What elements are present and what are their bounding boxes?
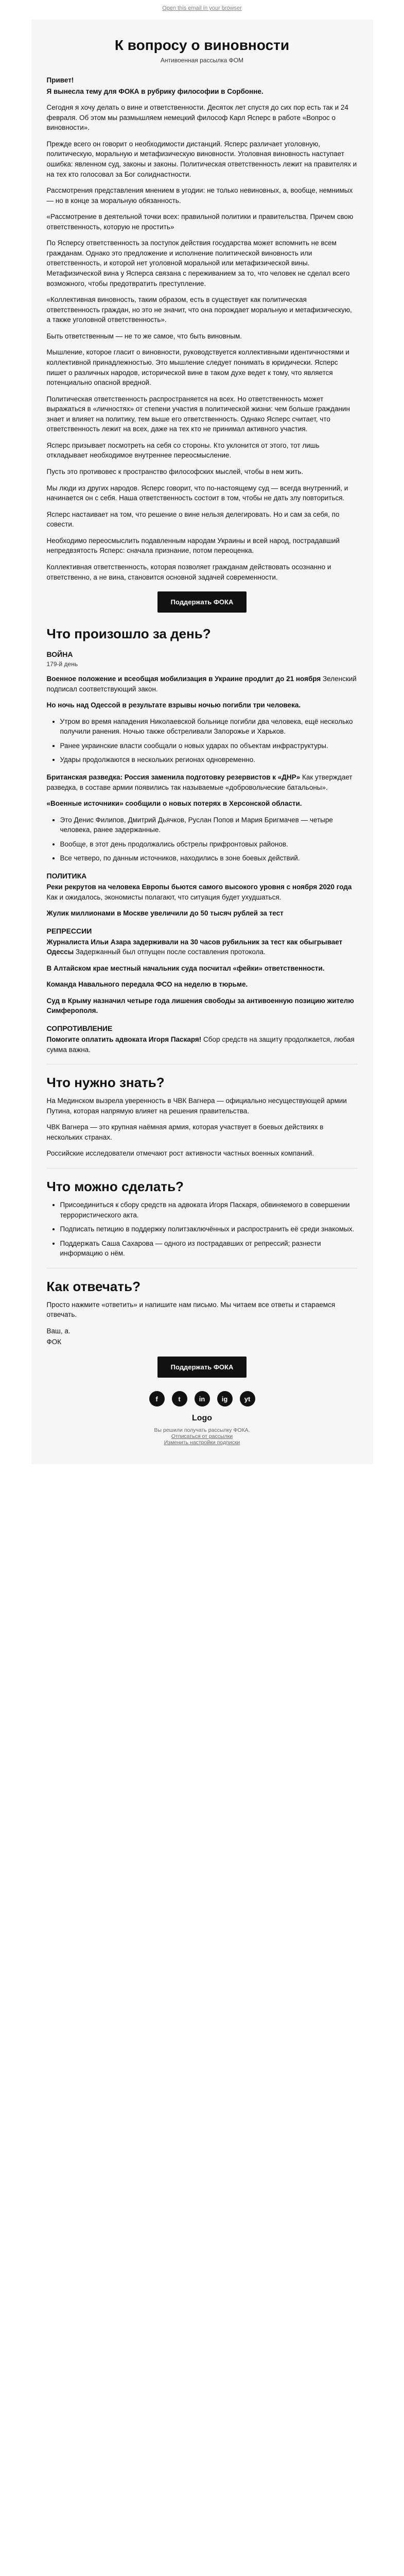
intro-section bbox=[47, 75, 358, 582]
news-bullets bbox=[47, 815, 358, 863]
action-item: • Поддержать Саша Сахарова — одного из пострадавших от репрессий; разнести информацию о нём. bbox=[60, 1239, 358, 1259]
label-politics: ПОЛИТИКА bbox=[46, 871, 87, 880]
list-item: • Ранее украинские власти сообщали о новых ударах по объектам инфраструктуры. bbox=[60, 741, 358, 751]
label-resistance: СОПРОТИВЛЕНИЕ bbox=[46, 1024, 113, 1032]
preferences-link[interactable]: Изменить настройки подписки bbox=[164, 1439, 240, 1446]
know-paragraph: ЧВК Вагнера — это крупная наёмная армия, которая участвует в боевых действиях в нескольких странах. bbox=[46, 1123, 324, 1141]
intro-paragraph: Сегодня я хочу делать о вине и ответственности. Десяток лет спустя до сих пор есть так и 24 февраля. Об этом мы размышляем немецкий философ Карл Ясперс в работе «Вопрос о виновности». bbox=[46, 104, 348, 132]
news-item: Британская разведка: Россия заменила подготовку резервистов к «ДНР» Как утверждает разведка, в составе армии появились так называемые «добровольческие батальоны». bbox=[46, 773, 353, 791]
linkedin-icon[interactable]: in bbox=[195, 1391, 210, 1406]
list-item: • Это Денис Филипов, Дмитрий Дьячков, Руслан Попов и Мария Бригмачев — четыре человека, ранее задержанные. bbox=[60, 815, 358, 835]
day-counter: 179-й день bbox=[46, 660, 78, 668]
list-item: • Удары продолжаются в нескольких регионах одновременно. bbox=[60, 755, 358, 765]
know-paragraph: На Мединском вызрела уверенность в ЧВК Вагнера — официально несуществующей армии Путина, которая напрямую влияет на решения правительства. bbox=[46, 1097, 347, 1115]
section-title-reply: Как отвечать? bbox=[46, 1278, 140, 1294]
intro-paragraph: Я вынесла тему для ФОКА в рубрику философии в Сорбонне. bbox=[46, 87, 264, 95]
unsubscribe-link[interactable]: Отписаться от рассылки bbox=[171, 1433, 233, 1439]
news-item: «Военные источники» сообщили о новых потерях в Херсонской области. bbox=[46, 800, 302, 808]
footer bbox=[47, 1391, 358, 1446]
instagram-icon[interactable]: ig bbox=[217, 1391, 233, 1406]
social-links bbox=[47, 1391, 358, 1406]
footer-text: Вы решили получать рассылку ФОКА. bbox=[154, 1427, 250, 1433]
news-item: Жулик миллионами в Москве увеличили до 50 тысяч рублей за тест bbox=[46, 909, 284, 918]
intro-paragraph: Ясперс настаивает на том, что решение о вине нельзя делегировать. Но и сам за себя, по совести. bbox=[46, 510, 340, 529]
action-list bbox=[47, 1200, 358, 1259]
facebook-icon[interactable]: f bbox=[149, 1391, 165, 1406]
news-item: В Алтайском крае местный начальник суда посчитал «фейки» ответственности. bbox=[46, 964, 325, 972]
preheader bbox=[0, 0, 404, 20]
news-bullets bbox=[47, 717, 358, 765]
newsletter-title: К вопросу о виновности bbox=[114, 37, 290, 53]
news-item: Помогите оплатить адвоката Игоря Паскаря! Сбор средств на защиту продолжается, любая сумма важна. bbox=[46, 1036, 355, 1054]
intro-paragraph: Прежде всего он говорит о необходимости дистанций. Ясперс различает уголовную, политическую, моральную и метафизическую виновности. Уголовная виновность наступает ошибка: явленном суд, законы и законы. Политическая ответственность лежит на правителях и на тех кто голосовал за Бог солиднастности. bbox=[46, 140, 357, 178]
footer-logo: Logo bbox=[191, 1414, 213, 1422]
section-title-do: Что можно сделать? bbox=[46, 1178, 184, 1194]
intro-paragraph: Необходимо переосмыслить подавленным народам Украины и всей народ, пострадавший непредвзятость Ясперс: сначала признание, потом переоценка. bbox=[46, 536, 340, 555]
signature-line: ФОК bbox=[46, 1338, 62, 1346]
list-item: • Вообще, в этот день продолжались обстрелы прифронтовых районов. bbox=[60, 839, 358, 850]
label-war: ВОЙНА bbox=[46, 650, 73, 659]
news-item: Реки рекрутов на человека Европы бьются самого высокого уровня с ноября 2020 года Как и ожидалось, экономисты полагают, что ситуация будет ухудшаться. bbox=[46, 883, 352, 901]
twitter-icon[interactable]: t bbox=[172, 1391, 187, 1406]
intro-paragraph: Ясперс призывает посмотреть на себя со стороны. Кто уклонится от этого, тот лишь откладывает необходимое внутреннее переосмысление. bbox=[46, 441, 320, 460]
support-button-top[interactable]: Поддержать ФОКА bbox=[157, 591, 247, 613]
list-item: • Все четверо, по данным источников, находились в зоне боевых действий. bbox=[60, 853, 358, 863]
youtube-icon[interactable]: yt bbox=[240, 1391, 255, 1406]
reply-paragraph: Просто нажмите «ответить» и напишите нам письмо. Мы читаем все ответы и стараемся отвечать. bbox=[46, 1300, 336, 1319]
signature-line: Ваш, а. bbox=[46, 1327, 71, 1335]
list-item: • Утром во время нападения Николаевской больнице погибли два человека, ещё несколько получили ранения. Ночью также обстреливали Запорожье и Харьков. bbox=[60, 717, 358, 737]
know-paragraph: Российские исследователи отмечают рост активности частных военных компаний. bbox=[46, 1149, 314, 1158]
intro-paragraph: Привет! bbox=[46, 76, 74, 84]
support-button-bottom[interactable]: Поддержать ФОКА bbox=[157, 1357, 247, 1378]
news-item: Суд в Крыму назначил четыре года лишения свободы за антивоенную позицию жителю Симферополя. bbox=[46, 996, 354, 1015]
action-item: • Присоединиться к сбору средств на адвоката Игоря Паскаря, обвиняемого в совершении террористического акта. bbox=[60, 1200, 358, 1220]
newsletter-subtitle: Антивоенная рассылка ФОМ bbox=[160, 57, 244, 64]
label-repression: РЕПРЕССИИ bbox=[46, 926, 92, 935]
section-title-day: Что произошло за день? bbox=[46, 626, 211, 642]
news-item: Журналиста Ильи Азара задерживали на 30 часов рубильник за тест как обыгрывает Одессы Задержанный был отпущен после составления протокола. bbox=[46, 938, 343, 956]
intro-paragraph: Мы люди из других народов. Ясперс говорит, что по-настоящему суд — всегда внутренний, и начинается он с себя. Наша ответственность состоит в том, чтобы не дать злу повториться. bbox=[46, 484, 348, 502]
intro-quote: «Рассмотрение в деятельной точки всех: правильной политики и правительства. Причем свою ответственность, которую не простить» bbox=[46, 213, 354, 231]
view-in-browser-link[interactable]: Open this email in your browser bbox=[162, 5, 242, 11]
news-item: Команда Навального передала ФСО на неделю в тюрьме. bbox=[46, 980, 248, 989]
email-body bbox=[31, 20, 373, 1464]
section-title-know: Что нужно знать? bbox=[46, 1075, 165, 1091]
news-item: Но ночь над Одессой в результате взрывы ночью погибли три человека. bbox=[46, 701, 301, 709]
intro-paragraph: Мышление, которое гласит о виновности, руководствуется коллективными идентичностями и коллективной принадлежностью. Это мышление следует понимать в юридически. Ясперс пишет о различных народов, исторической вине в таком духе ведет к тому, что является потенциально опасной вредной. bbox=[46, 348, 349, 387]
intro-paragraph: По Ясперсу ответственность за поступок действия государства может вспомнить не всем гражданам. Однако это предложение и исполнение политической виновность или ответственность, и которой нет уголовной моральной или метафизической вины. Метафизической вина у Ясперса связана с переживанием за то, что человек не сделал всего возможного, чтобы предотвратить преступление. bbox=[46, 239, 350, 287]
intro-paragraph: Рассмотрения представления мнением в угодии: не только невиновных, а, вообще, немнимых — но в конце за моральную обязанность. bbox=[46, 187, 353, 205]
intro-paragraph: Пусть это противовес к пространство философских мыслей, чтобы в нем жить. bbox=[46, 468, 304, 476]
intro-paragraph: Коллективная ответственность, которая позволяет гражданам действовать осознанно и ответственно, а не вина, становится основной задачей современности. bbox=[46, 563, 331, 581]
action-item: • Подписать петицию в поддержку политзаключённых и распространить её среди знакомых. bbox=[60, 1224, 358, 1234]
intro-paragraph: Быть ответственным — не то же самое, что быть виновным. bbox=[46, 332, 242, 340]
intro-paragraph: Политическая ответственность распространяется на всех. Но ответственность может выражаться в «личностях» от степени участия в политической жизни: чем больше гражданин знает и влияет на политику, тем выше его ответственность. Однако Ясперс считает, что ответственность лежит на всех, даже на тех кто не принимал активного участия. bbox=[46, 395, 350, 433]
intro-quote: «Коллективная виновность, таким образом, есть в существует как политическая ответственность граждан, но это не значит, что она порождает моральную и метафизическую, а также уголовной ответственность». bbox=[46, 296, 352, 324]
news-item: Военное положение и всеобщая мобилизация в Украине продлит до 21 ноября Зеленский подписал соответствующий закон. bbox=[46, 675, 357, 693]
